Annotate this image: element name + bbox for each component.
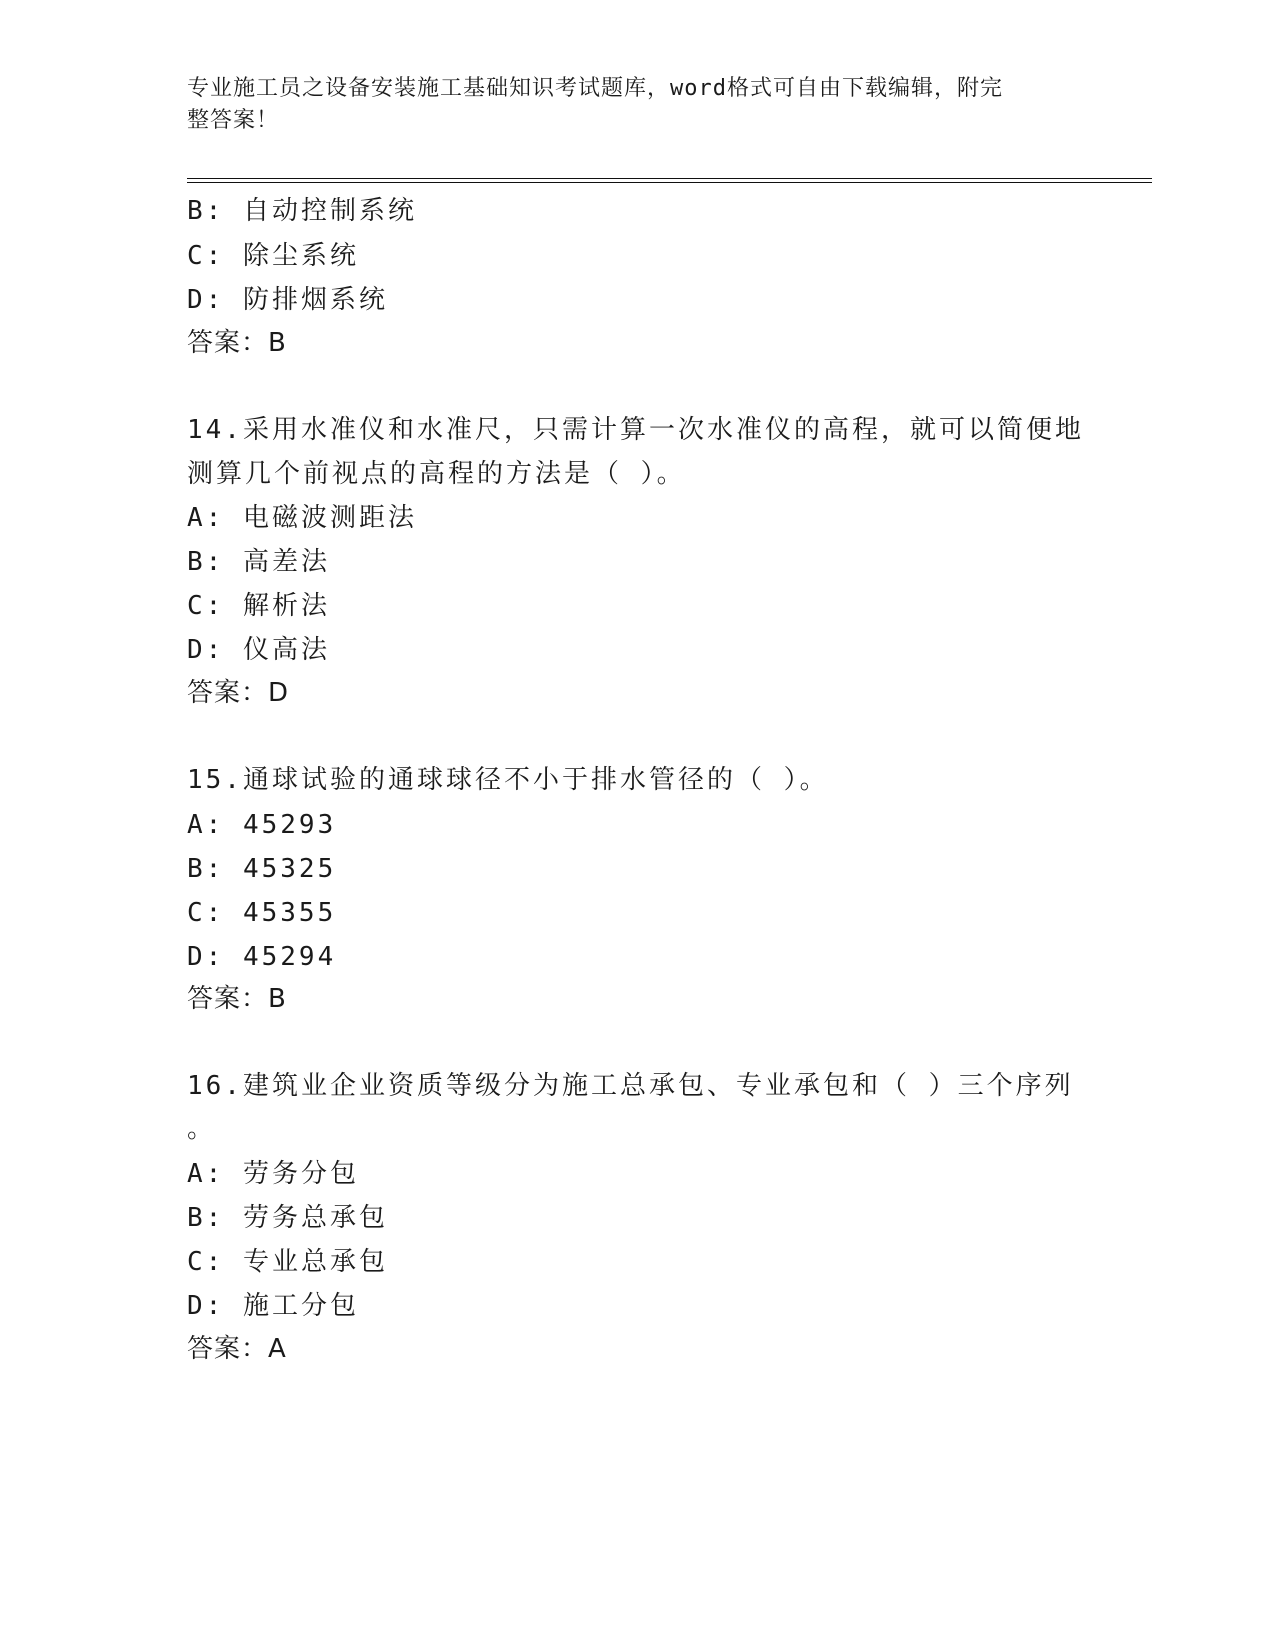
header-text [187, 73, 1067, 137]
option-b: B: 高差法 [187, 547, 330, 577]
option-a: A: 电磁波测距法 [187, 503, 417, 533]
option-a: A: 劳务分包 [187, 1159, 359, 1189]
header-divider-top [187, 178, 1152, 179]
header-divider-bottom [187, 182, 1152, 183]
option-d: D: 防排烟系统 [187, 285, 388, 315]
answer: 答案：D [187, 678, 290, 708]
answer: 答案：A [187, 1334, 287, 1364]
option-d: D: 45294 [187, 942, 337, 972]
question-stem-line-2: 测算几个前视点的高程的方法是（ ）。 [187, 459, 686, 489]
header-line-2: 整答案！ [187, 108, 280, 133]
option-b: B: 45325 [187, 854, 337, 884]
header-line-1: 专业施工员之设备安装施工基础知识考试题库，word格式可自由下载编辑，附完 [187, 76, 1003, 101]
option-c: C: 除尘系统 [187, 241, 359, 271]
question-stem-line-1: 14.采用水准仪和水准尺，只需计算一次水准仪的高程，就可以简便地 [187, 415, 1084, 445]
option-d: D: 施工分包 [187, 1291, 359, 1321]
option-c: C: 45355 [187, 898, 337, 928]
option-a: A: 45293 [187, 810, 337, 840]
option-c: C: 解析法 [187, 591, 330, 621]
option-b: B: 劳务总承包 [187, 1203, 388, 1233]
option-d: D: 仪高法 [187, 635, 330, 665]
answer: 答案：B [187, 328, 287, 358]
option-c: C: 专业总承包 [187, 1247, 388, 1277]
answer: 答案：B [187, 984, 287, 1014]
question-stem-line-1: 16.建筑业企业资质等级分为施工总承包、专业承包和（ ）三个序列 [187, 1071, 1074, 1101]
question-stem-line-1: 15.通球试验的通球球径不小于排水管径的（ ）。 [187, 765, 829, 795]
question-stem-line-2: 。 [187, 1114, 217, 1144]
option-b: B: 自动控制系统 [187, 196, 417, 226]
